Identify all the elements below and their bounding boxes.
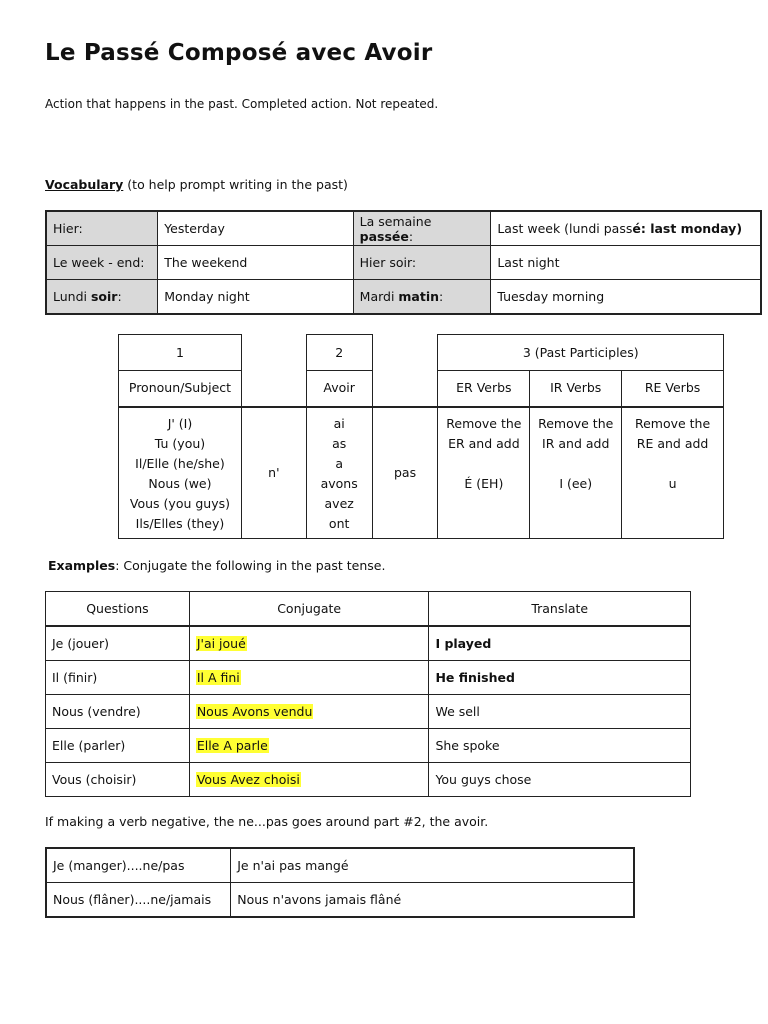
vocabulary-heading-word: Vocabulary	[45, 177, 124, 192]
question-cell: Nous (vendre)	[46, 695, 190, 729]
re-rule: Remove the RE and add u	[622, 407, 724, 539]
negative-question-cell: Nous (flâner)....ne/jamais	[46, 883, 231, 918]
blank-cell	[241, 335, 306, 371]
page-title: Le Passé Composé avec Avoir	[45, 40, 433, 66]
conjugation-label-row	[119, 371, 724, 407]
vocabulary-table	[45, 210, 762, 315]
ir-rule: Remove the IR and add I (ee)	[530, 407, 622, 539]
conjugate-cell: Il A fini	[189, 661, 429, 695]
vocab-row	[46, 211, 761, 246]
examples-heading	[48, 558, 385, 573]
negative-question-cell: Je (manger)....ne/pas	[46, 848, 231, 883]
blank-cell	[372, 371, 438, 407]
pronoun-list: J' (I) Tu (you) Il/Elle (he/she) Nous (we) Vous (you guys) Ils/Elles (they)	[119, 407, 242, 539]
examples-heading-word: Examples	[48, 558, 116, 573]
examples-header-row	[46, 592, 691, 627]
examples-heading-rest: : Conjugate the following in the past tense.	[115, 558, 386, 573]
vocab-row	[46, 280, 761, 315]
question-cell: Vous (choisir)	[46, 763, 190, 797]
intro-text: Action that happens in the past. Completed action. Not repeated.	[45, 97, 439, 111]
col2-number: 2	[306, 335, 372, 371]
table-row	[46, 695, 691, 729]
ir-verbs-label: IR Verbs	[530, 371, 622, 407]
question-cell: Elle (parler)	[46, 729, 190, 763]
conjugation-number-row	[119, 335, 724, 371]
translate-cell: We sell	[429, 695, 691, 729]
table-row	[46, 661, 691, 695]
er-verbs-label: ER Verbs	[438, 371, 530, 407]
table-row	[46, 626, 691, 661]
vocab-cell: Lundi soir:	[46, 280, 158, 315]
vocab-cell: Tuesday morning	[491, 280, 761, 315]
vocab-cell: Last night	[491, 246, 761, 280]
conjugate-cell: J'ai joué	[189, 626, 429, 661]
table-row	[46, 883, 634, 918]
vocab-cell: Mardi matin:	[353, 280, 491, 315]
col3-number: 3 (Past Participles)	[438, 335, 724, 371]
conjugate-cell: Vous Avez choisi	[189, 763, 429, 797]
translate-cell: You guys chose	[429, 763, 691, 797]
vocab-cell: Le week - end:	[46, 246, 158, 280]
vocab-row	[46, 246, 761, 280]
vocabulary-heading	[45, 177, 348, 192]
vocab-cell: Hier soir:	[353, 246, 491, 280]
re-verbs-label: RE Verbs	[622, 371, 724, 407]
er-rule: Remove the ER and add É (EH)	[438, 407, 530, 539]
negative-answer-cell: Nous n'avons jamais flâné	[231, 883, 634, 918]
blank-cell	[372, 335, 438, 371]
negative-table	[45, 847, 635, 918]
vocab-cell: Last week (lundi passé: last monday)	[491, 211, 761, 246]
conjugate-cell: Nous Avons vendu	[189, 695, 429, 729]
vocab-cell: Hier:	[46, 211, 158, 246]
translate-cell: He finished	[429, 661, 691, 695]
col1-number: 1	[119, 335, 242, 371]
table-row	[46, 848, 634, 883]
translate-cell: I played	[429, 626, 691, 661]
blank-cell	[241, 371, 306, 407]
conjugate-cell: Elle A parle	[189, 729, 429, 763]
avoir-list: ai as a avons avez ont	[306, 407, 372, 539]
vocab-cell: Monday night	[158, 280, 353, 315]
negative-note: If making a verb negative, the ne...pas goes around part #2, the avoir.	[45, 814, 489, 829]
header-translate: Translate	[429, 592, 691, 627]
conjugation-body-row	[119, 407, 724, 539]
avoir-label: Avoir	[306, 371, 372, 407]
header-conjugate: Conjugate	[189, 592, 429, 627]
pronoun-subject-label: Pronoun/Subject	[119, 371, 242, 407]
table-row	[46, 763, 691, 797]
examples-table	[45, 591, 691, 797]
ne-cell: n'	[241, 407, 306, 539]
translate-cell: She spoke	[429, 729, 691, 763]
question-cell: Il (finir)	[46, 661, 190, 695]
vocabulary-heading-rest: (to help prompt writing in the past)	[123, 177, 348, 192]
vocab-cell: The weekend	[158, 246, 353, 280]
conjugation-table	[118, 334, 724, 539]
negative-answer-cell: Je n'ai pas mangé	[231, 848, 634, 883]
vocab-cell: Yesterday	[158, 211, 353, 246]
table-row	[46, 729, 691, 763]
header-questions: Questions	[46, 592, 190, 627]
pas-cell: pas	[372, 407, 438, 539]
question-cell: Je (jouer)	[46, 626, 190, 661]
vocab-cell: La semaine passée:	[353, 211, 491, 246]
